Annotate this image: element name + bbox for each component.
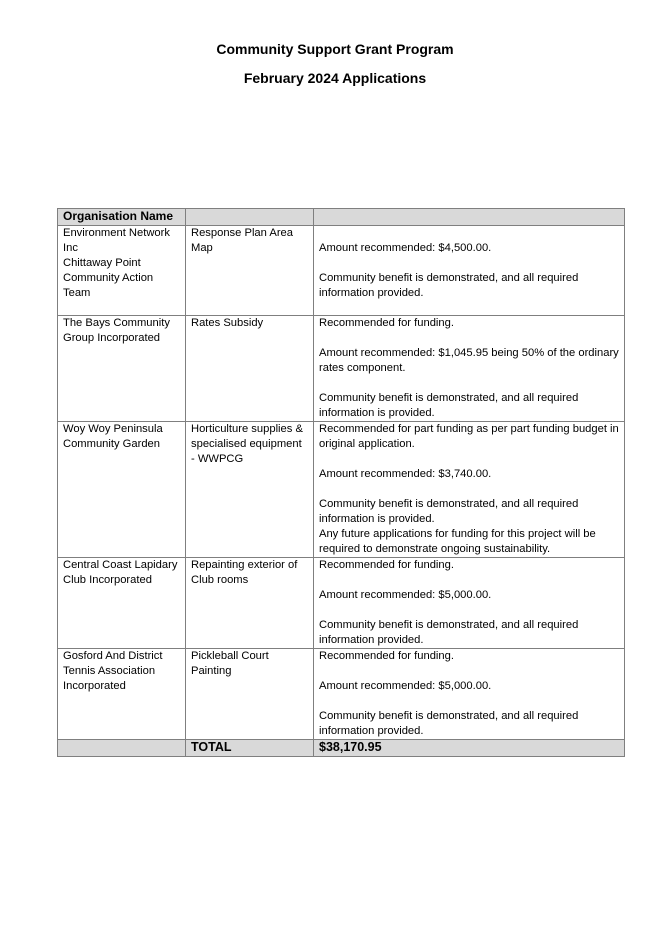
- notes-cell: [314, 422, 625, 558]
- blank-line: [319, 256, 619, 271]
- note-line: Recommended for part funding as per part funding budget in original application.: [319, 423, 619, 450]
- organisation-name: Central Coast Lapidary Club Incorporated: [63, 559, 178, 586]
- organisation-name: Woy Woy Peninsula Community Garden: [63, 423, 163, 450]
- header-blank-project: [186, 209, 314, 226]
- project-name: Pickleball Court Painting: [191, 650, 269, 677]
- blank-line: [319, 573, 619, 588]
- notes-cell: [314, 649, 625, 740]
- table-header-row: [58, 209, 625, 226]
- total-blank-cell: [58, 740, 186, 757]
- organisation-cell: [58, 422, 186, 558]
- note-line: Community benefit is demonstrated, and all required information is provided.: [319, 498, 579, 525]
- notes-cell: [314, 558, 625, 649]
- blank-line: [319, 664, 619, 679]
- project-cell: [186, 316, 314, 422]
- project-name: Repainting exterior of Club rooms: [191, 559, 298, 586]
- note-line: Community benefit is demonstrated, and all required information provided.: [319, 619, 579, 646]
- blank-line: [319, 226, 619, 241]
- note-line: Community benefit is demonstrated, and all required information is provided.: [319, 392, 579, 419]
- table-row: [58, 558, 625, 649]
- project-cell: [186, 226, 314, 316]
- blank-line: [319, 482, 619, 497]
- organisation-cell: [58, 316, 186, 422]
- table-row: [58, 422, 625, 558]
- blank-line: [319, 603, 619, 618]
- document-title: Community Support Grant Program: [216, 41, 454, 57]
- document-subtitle: February 2024 Applications: [243, 70, 427, 86]
- note-line: Amount recommended: $3,740.00.: [319, 468, 492, 480]
- organisation-name: Environment Network Inc: [63, 227, 170, 254]
- project-name: Horticulture supplies & specialised equipment - WWPCG: [191, 423, 303, 465]
- note-line: Community benefit is demonstrated, and all required information provided.: [319, 710, 579, 737]
- note-line: Recommended for funding.: [319, 559, 454, 571]
- note-line: Amount recommended: $5,000.00.: [319, 680, 492, 692]
- note-line: Community benefit is demonstrated, and all required information provided.: [319, 272, 579, 299]
- header-blank-notes: [314, 209, 625, 226]
- notes-cell: [314, 316, 625, 422]
- note-line: Amount recommended: $1,045.95 being 50% of the ordinary rates component.: [319, 347, 619, 374]
- header-organisation-name: Organisation Name: [58, 209, 186, 226]
- organisation-cell: [58, 649, 186, 740]
- organisation-name: The Bays Community Group Incorporated: [63, 317, 170, 344]
- total-row: [58, 740, 625, 757]
- total-value: $38,170.95: [314, 740, 625, 757]
- applications-table: [57, 208, 625, 757]
- note-line: Recommended for funding.: [319, 317, 454, 329]
- organisation-name: Gosford And District Tennis Association Incorporated: [63, 650, 163, 692]
- organisation-cell: [58, 226, 186, 316]
- notes-cell: [314, 226, 625, 316]
- note-line: Amount recommended: $5,000.00.: [319, 589, 492, 601]
- organisation-name: Chittaway Point Community Action Team: [63, 257, 154, 299]
- organisation-cell: [58, 558, 186, 649]
- note-line: Any future applications for funding for this project will be required to demonstrate ongoing sustainability.: [319, 528, 596, 555]
- project-cell: [186, 422, 314, 558]
- total-label: TOTAL: [186, 740, 314, 757]
- note-line: Recommended for funding.: [319, 650, 454, 662]
- project-name: Response Plan Area Map: [191, 227, 293, 254]
- blank-line: [319, 452, 619, 467]
- project-cell: [186, 649, 314, 740]
- blank-line: [319, 694, 619, 709]
- blank-line: [319, 331, 619, 346]
- project-cell: [186, 558, 314, 649]
- table-row: [58, 226, 625, 316]
- project-name: Rates Subsidy: [191, 317, 264, 329]
- blank-line: [319, 376, 619, 391]
- note-line: Amount recommended: $4,500.00.: [319, 242, 492, 254]
- table-row: [58, 649, 625, 740]
- table-row: [58, 316, 625, 422]
